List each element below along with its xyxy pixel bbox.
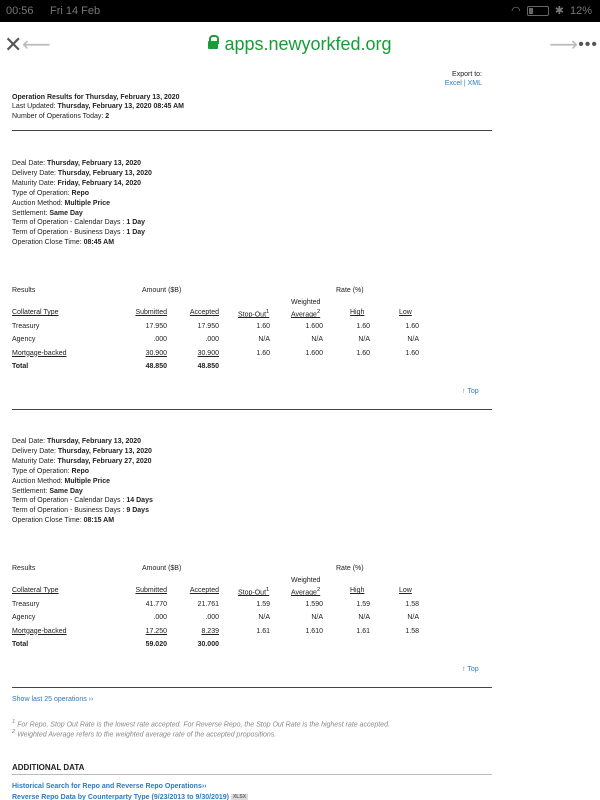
top-link-label: Top — [467, 388, 479, 395]
meta-row — [12, 218, 152, 228]
status-bar — [0, 0, 600, 22]
meta-label: Type of Operation: — [12, 467, 72, 475]
cell-type: Agency — [12, 336, 36, 343]
cell-stopout: N/A — [258, 336, 270, 343]
operation-2-meta — [12, 437, 153, 526]
table-row — [12, 323, 422, 337]
footnote-num: 1 — [12, 719, 16, 725]
status-date: Fri 14 Feb — [50, 5, 101, 17]
cell-high: N/A — [358, 336, 370, 343]
forward-arrow-icon[interactable]: ⟶ — [549, 34, 578, 56]
meta-row — [12, 159, 152, 169]
weighted-label: Weighted — [291, 299, 321, 306]
meta-value: 08:15 AM — [83, 517, 115, 525]
cell-type: Agency — [12, 614, 36, 621]
last-updated — [12, 103, 184, 110]
meta-row — [12, 457, 153, 467]
num-operations — [12, 113, 109, 120]
table-row — [12, 350, 422, 364]
results-label: Results — [12, 287, 36, 294]
last-updated-value: Thursday, February 13, 2020 08:45 AM — [57, 103, 184, 110]
meta-label: Term of Operation - Calendar Days : — [12, 497, 127, 505]
meta-value: Repo — [71, 467, 90, 475]
meta-label: Delivery Date: — [12, 447, 58, 455]
meta-value: Thursday, February 13, 2020 — [57, 169, 152, 177]
divider — [12, 409, 492, 410]
col-low[interactable]: Low — [399, 587, 412, 594]
rate-label: Rate (%) — [336, 287, 364, 294]
close-icon[interactable]: ✕ — [4, 32, 23, 57]
table-header — [12, 309, 422, 323]
arrow-up-icon: ↑ — [462, 388, 466, 395]
lock-icon — [208, 41, 218, 49]
meta-label: Maturity Date: — [12, 179, 58, 187]
cell-type[interactable]: Mortgage-backed — [12, 349, 67, 357]
url-bar[interactable] — [0, 34, 600, 55]
reverse-repo-data-link[interactable] — [12, 794, 248, 800]
cell-low: N/A — [407, 336, 419, 343]
status-right — [511, 4, 592, 17]
col-high[interactable]: High — [350, 309, 365, 316]
results-label: Results — [12, 565, 36, 572]
meta-value: Thursday, February 27, 2020 — [57, 457, 152, 465]
meta-label: Type of Operation: — [12, 189, 72, 197]
meta-value: Repo — [71, 189, 90, 197]
meta-label: Delivery Date: — [12, 169, 58, 177]
meta-value: Multiple Price — [64, 199, 111, 207]
col-low[interactable]: Low — [399, 309, 412, 316]
footnote-ref: 2 — [316, 587, 321, 593]
meta-label: Settlement: — [12, 209, 50, 217]
footnote-num: 2 — [12, 729, 16, 735]
meta-label: Deal Date: — [12, 160, 48, 167]
meta-row — [12, 447, 153, 457]
meta-row — [12, 506, 153, 516]
cell-stopout: 1.60 — [256, 322, 270, 330]
page-content — [0, 68, 600, 800]
battery-percent: 12% — [569, 4, 592, 17]
cell-average: 1.600 — [305, 349, 323, 357]
total-submitted: 59.020 — [145, 641, 167, 648]
meta-value: 9 Days — [126, 507, 149, 515]
meta-label: Maturity Date: — [12, 457, 58, 465]
page-title: Operation Results for Thursday, February 13, 2020 — [12, 94, 180, 101]
table-row — [12, 614, 422, 628]
meta-row — [12, 516, 153, 526]
cell-submitted: 41.770 — [145, 600, 167, 608]
wifi-icon: ◠ — [511, 5, 521, 17]
cell-accepted: 17.950 — [197, 322, 219, 330]
export-label: Export to: — [452, 71, 482, 78]
show-last-25-link[interactable]: Show last 25 operations ›› — [12, 696, 94, 703]
col-collateral-type[interactable]: Collateral Type — [12, 587, 59, 594]
reverse-repo-data-label: Reverse Repo Data by Counterparty Type (9/23/2013 to 9/30/2019) — [12, 794, 229, 800]
operation-1-meta — [12, 159, 152, 248]
meta-value: Same Day — [49, 209, 83, 217]
meta-row — [12, 199, 152, 209]
table-group-header — [12, 287, 422, 299]
footnote-ref: 1 — [266, 587, 270, 593]
cell-low: 1.60 — [405, 349, 419, 357]
top-link[interactable] — [462, 388, 479, 395]
weighted-row — [12, 299, 422, 309]
export-separator: | — [463, 80, 466, 87]
meta-label: Term of Operation - Business Days : — [12, 507, 127, 515]
cell-high: N/A — [358, 614, 370, 621]
meta-value: Thursday, February 13, 2020 — [47, 160, 142, 167]
cell-submitted: .000 — [153, 336, 167, 343]
amount-label: Amount ($B) — [142, 287, 182, 294]
cell-submitted: 30.900 — [145, 349, 167, 357]
cell-high: 1.60 — [356, 349, 370, 357]
cell-low: 1.58 — [405, 600, 419, 608]
rate-label: Rate (%) — [336, 565, 364, 572]
cell-accepted: 21.761 — [197, 600, 219, 608]
cell-high: 1.60 — [356, 322, 370, 330]
meta-label: Deal Date: — [12, 438, 48, 445]
meta-value: Thursday, February 13, 2020 — [57, 447, 152, 455]
weighted-label: Weighted — [291, 577, 321, 584]
meta-label: Operation Close Time: — [12, 517, 84, 525]
footnote-2 — [12, 729, 276, 738]
col-stopout[interactable] — [238, 309, 269, 318]
cell-type[interactable]: Mortgage-backed — [12, 627, 67, 635]
table-total-row — [12, 363, 422, 377]
cell-low: N/A — [407, 614, 419, 621]
weighted-row — [12, 577, 422, 587]
meta-row — [12, 209, 152, 219]
meta-value: 1 Day — [126, 219, 146, 227]
meta-value: Friday, February 14, 2020 — [57, 179, 142, 187]
divider — [12, 774, 492, 775]
meta-row — [12, 179, 152, 189]
meta-value: 14 Days — [126, 497, 153, 505]
meta-value: Same Day — [49, 487, 83, 495]
cell-high: 1.61 — [356, 627, 370, 635]
cell-average: N/A — [311, 614, 323, 621]
meta-value: Thursday, February 13, 2020 — [47, 438, 142, 445]
cell-stopout: 1.61 — [256, 627, 270, 635]
historical-search-link[interactable]: Historical Search for Repo and Reverse Repo Operations›› — [12, 783, 207, 790]
cell-type: Treasury — [12, 600, 40, 608]
col-accepted[interactable]: Accepted — [189, 587, 219, 594]
footnote-1 — [12, 719, 390, 728]
footnote-ref: 2 — [316, 309, 321, 315]
battery-icon — [527, 6, 549, 16]
top-link[interactable] — [462, 666, 479, 673]
col-collateral-type[interactable]: Collateral Type — [12, 309, 59, 316]
meta-row — [12, 437, 153, 447]
export-xml-link[interactable]: XML — [467, 80, 482, 87]
cell-average: 1.610 — [305, 627, 323, 635]
divider — [12, 687, 492, 688]
footnote-text: Weighted Average refers to the weighted average rate of the accepted propositions. — [17, 731, 277, 739]
cell-average: 1.590 — [305, 600, 323, 608]
total-label: Total — [12, 641, 29, 648]
table-row — [12, 601, 422, 615]
export-excel-link[interactable]: Excel — [444, 80, 462, 87]
xlsx-tag: XLSX — [232, 794, 247, 800]
cell-stopout: N/A — [258, 614, 270, 621]
num-operations-label: Number of Operations Today: — [12, 113, 106, 120]
operation-1-results-table — [12, 287, 422, 377]
table-row — [12, 628, 422, 642]
col-average-label: Average — [291, 311, 317, 319]
meta-row — [12, 189, 152, 199]
meta-label: Operation Close Time: — [12, 239, 84, 247]
url-text: apps.newyorkfed.org — [224, 34, 392, 54]
table-header — [12, 587, 422, 601]
meta-label: Auction Method: — [12, 199, 65, 207]
meta-value: 08:45 AM — [83, 239, 115, 247]
cell-high: 1.59 — [356, 600, 370, 608]
last-updated-label: Last Updated: — [12, 103, 58, 110]
meta-value: 1 Day — [126, 229, 146, 237]
cell-submitted: .000 — [153, 614, 167, 621]
table-row — [12, 336, 422, 350]
cell-stopout: 1.60 — [256, 349, 270, 357]
col-submitted[interactable]: Submitted — [135, 309, 167, 316]
operation-2-results-table — [12, 565, 422, 655]
browser-toolbar — [0, 22, 600, 68]
cell-stopout: 1.59 — [256, 600, 270, 608]
col-high[interactable]: High — [350, 587, 365, 594]
meta-row — [12, 496, 153, 506]
more-icon[interactable]: ••• — [578, 36, 598, 53]
meta-value: Multiple Price — [64, 477, 111, 485]
col-stopout-label: Stop-Out — [238, 589, 267, 597]
cell-accepted: 8.239 — [201, 627, 219, 635]
back-arrow-icon[interactable]: ⟵ — [22, 34, 51, 56]
top-link-label: Top — [467, 666, 479, 673]
meta-row — [12, 477, 153, 487]
meta-row — [12, 169, 152, 179]
cell-submitted: 17.250 — [145, 627, 167, 635]
status-time: 00:56 — [6, 5, 34, 17]
cell-low: 1.58 — [405, 627, 419, 635]
col-submitted[interactable]: Submitted — [135, 587, 167, 594]
col-average-label: Average — [291, 589, 317, 597]
num-operations-value: 2 — [105, 113, 110, 120]
total-accepted: 30.000 — [197, 641, 219, 648]
meta-label: Settlement: — [12, 487, 50, 495]
cell-type: Treasury — [12, 322, 40, 330]
col-average[interactable] — [291, 587, 320, 596]
cell-average: 1.600 — [305, 322, 323, 330]
total-accepted: 48.850 — [197, 363, 219, 370]
additional-data-title: ADDITIONAL DATA — [12, 763, 85, 772]
amount-label: Amount ($B) — [142, 565, 182, 572]
cell-accepted: .000 — [205, 336, 219, 343]
col-stopout-label: Stop-Out — [238, 311, 267, 319]
meta-row — [12, 228, 152, 238]
col-average[interactable] — [291, 309, 320, 318]
meta-row — [12, 238, 152, 248]
col-accepted[interactable]: Accepted — [189, 309, 219, 316]
cell-submitted: 17.950 — [145, 322, 167, 330]
meta-label: Auction Method: — [12, 477, 65, 485]
arrow-up-icon: ↑ — [462, 666, 466, 673]
total-submitted: 48.850 — [145, 363, 167, 370]
footnote-ref: 1 — [266, 309, 270, 315]
cell-accepted: 30.900 — [197, 349, 219, 357]
table-total-row — [12, 641, 422, 655]
export-links — [440, 80, 482, 87]
cell-low: 1.60 — [405, 322, 419, 330]
cell-accepted: .000 — [205, 614, 219, 621]
bluetooth-icon: ✱ — [554, 5, 564, 17]
meta-label: Term of Operation - Business Days : — [12, 229, 127, 237]
cell-average: N/A — [311, 336, 323, 343]
total-label: Total — [12, 363, 29, 370]
meta-row — [12, 487, 153, 497]
footnote-text: For Repo, Stop Out Rate is the lowest rate accepted. For Reverse Repo, the Stop Out Rate is the highest rate accepted. — [17, 721, 390, 729]
table-group-header — [12, 565, 422, 577]
meta-label: Term of Operation - Calendar Days : — [12, 219, 127, 227]
col-stopout[interactable] — [238, 587, 269, 596]
meta-row — [12, 467, 153, 477]
divider — [12, 130, 492, 131]
